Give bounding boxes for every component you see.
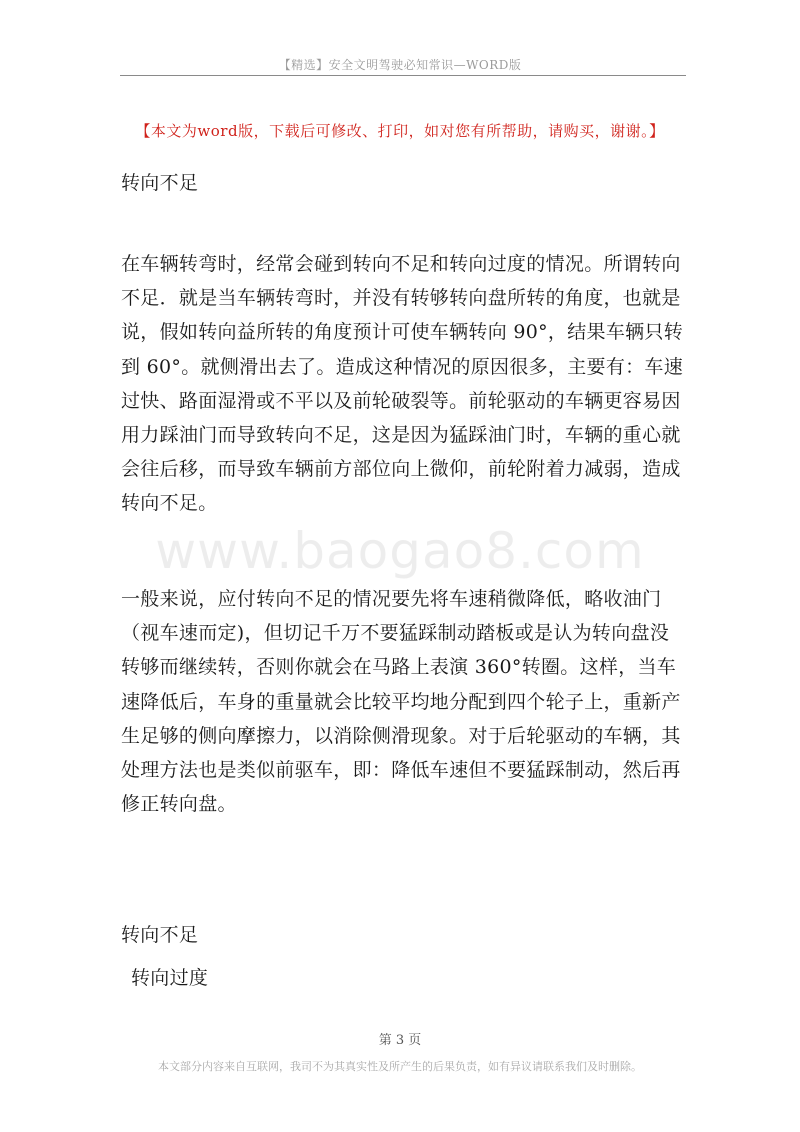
word-version-notice: 【本文为word版，下载后可修改、打印，如对您有所帮助，请购买，谢谢。】 bbox=[135, 122, 665, 140]
watermark: www.baogao8.com bbox=[155, 522, 645, 580]
header-divider bbox=[120, 75, 686, 76]
paragraph-understeer-definition: 在车辆转弯时，经常会碰到转向不足和转向过度的情况。所谓转向不足．就是当车辆转弯时，并没有转够转向盘所转的角度，也就是说，假如转向益所转的角度预计可使车辆转向 90°，结果车辆只转到 60°。就侧滑出去了。造成这种情况的原因很多，主要有：车速过快、路面湿滑或不平以及前轮破裂等。前轮驱动的车辆更容易因用力踩油门而导致转向不足，这是因为猛踩油门时，车辆的重心就会往后移，而导致车辆前方部位向上微仰，前轮附着力减弱，造成转向不足。 bbox=[121, 253, 684, 515]
label-understeer: 转向不足 bbox=[121, 924, 199, 946]
paragraph-understeer-handling: 一般来说，应付转向不足的情况要先将车速稍微降低，略收油门（视车速而定)，但切记千万不要猛踩制动踏板或是认为转向盘没转够而继续转，否则你就会在马路上表演 360°转圈。这样，当车速降低后，车身的重量就会比较平均地分配到四个轮子上，重新产生足够的侧向摩擦力，以消除侧滑现象。对于后轮驱动的车辆，其处理方法也是类似前驱车，即：降低车速但不要猛踩制动，然后再修正转向盘。 bbox=[121, 588, 681, 816]
page-number: 第 3 页 bbox=[378, 1033, 422, 1048]
document-header-title: 【精选】安全文明驾驶必知常识—WORD版 bbox=[278, 58, 522, 72]
section-heading-understeer: 转向不足 bbox=[121, 172, 199, 194]
footer-disclaimer: 本文部分内容来自互联网，我司不为其真实性及所产生的后果负责，如有异议请联系我们及时删除。 bbox=[158, 1060, 642, 1073]
label-oversteer: 转向过度 bbox=[131, 967, 209, 989]
